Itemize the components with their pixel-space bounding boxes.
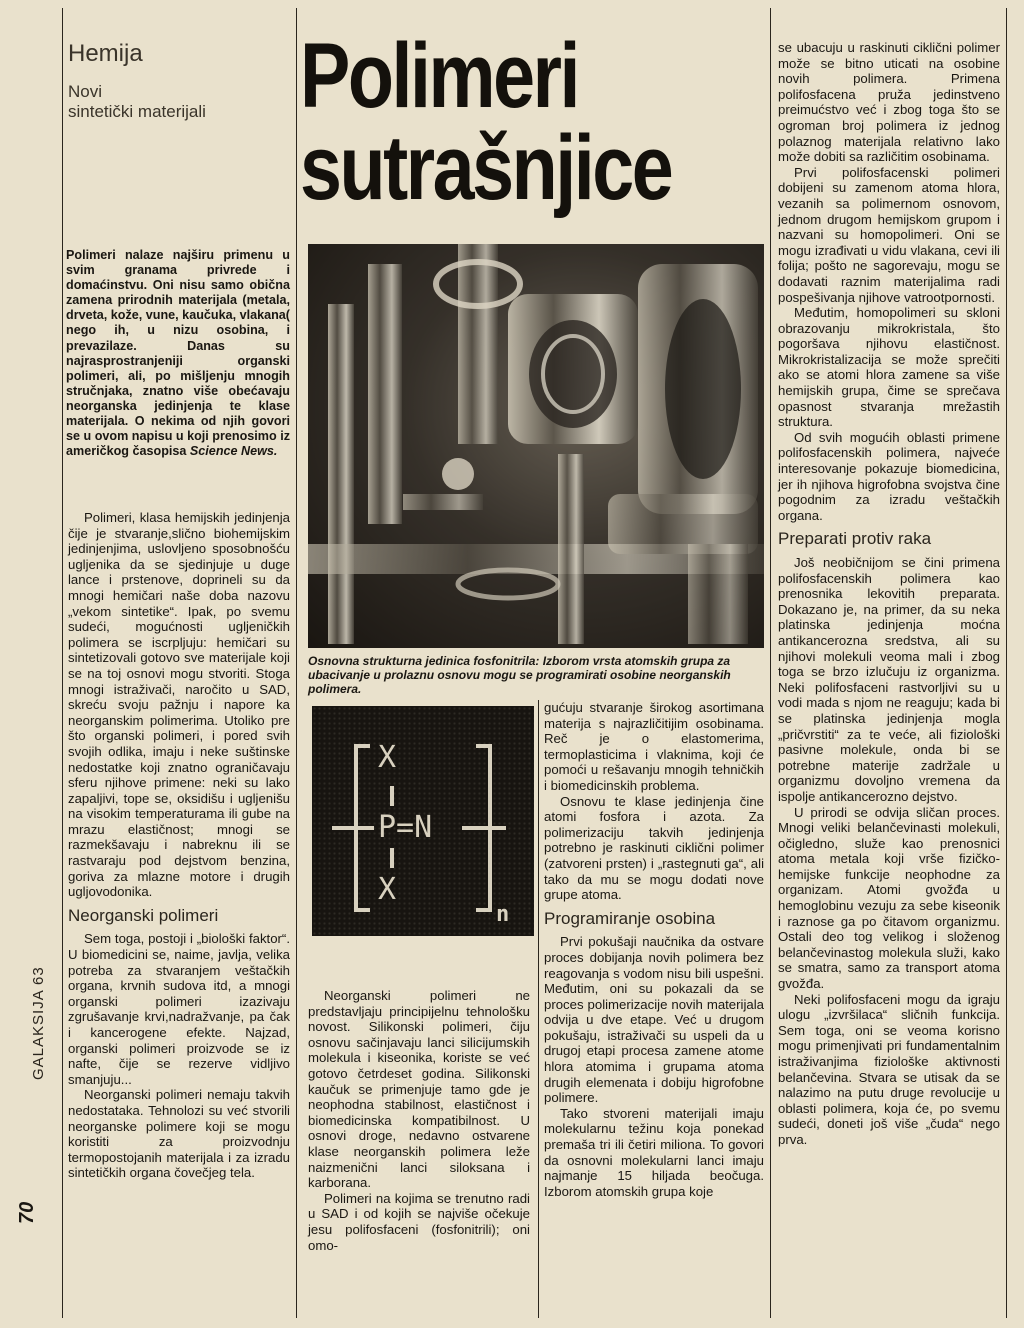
column-rule-2	[770, 8, 771, 1318]
col4-paragraph-3: Međutim, homopolimeri su skloni obrazovanju mikrokristala, što pogoršava njihovu elastičnost. Mikrokristalizacija se može sprečiti ako se atomi hlora zamene sa više hemijskih grupa, čime se sprečava opasnost stvaranja mrežastih struktura.	[778, 305, 1000, 430]
col4-paragraph-2: Prvi polifosfacenski polimeri dobijeni su zamenom atoma hlora, vezanih sa polimernom osnovom, jednom drugom hemijskom grupom i nazvani su homopolimeri. Oni se mogu izrađivati u vidu vlakana, cevi ili folija; pošto ne sagorevaju, mogu se dodavati raznim materijalima radi pospešivanja njihove vatrootpornosti.	[778, 164, 1000, 305]
headline-line-1: Polimeri	[300, 25, 578, 127]
lead-source: Science News.	[189, 444, 278, 459]
headline	[300, 25, 685, 219]
section-label: Hemija	[68, 40, 143, 67]
col1-paragraph-2: Sem toga, postoji i „biološki faktor“. U biomedicini se, naime, javlja, velika potreba za stvaranjem veštačkih organa, krvnih sudova itd, a mnogi organski polimeri izazivaju zgrušavanje krvi,nadražvanje, pa čak i kancerogene efekte. Najzad, organski polimeri proizvode se iz nafte, čije se rezerve vidljivo smanjuju...	[68, 931, 290, 1087]
col4-section-heading: Preparati protiv raka	[778, 529, 932, 549]
col4-paragraph-7: Neki polifosfaceni mogu da igraju ulogu „izvršilaca“ sličnih funkcija. Sem toga, oni se veoma korisno mogu primenjivati pri fundamentalnim istraživanjima fiziološke aktivnosti belančevina. Stvara se utisak da se nalazimo na putu druge revolucije u oblasti polimera, koja će, po svemu sudeći, doneti još više „čuda“ nego prva.	[778, 991, 1000, 1147]
right-margin-rule	[1006, 8, 1007, 1318]
kicker	[68, 40, 206, 122]
col1-paragraph-3: Neorganski polimeri nemaju takvih nedostataka. Tehnolozi su već stvorili neorganske polimere koji se mogu koristiti za proizvodnju termopostojanih materijala i za izradu sintetičkih organa čovečjeg tela.	[68, 1087, 290, 1181]
col1-section-heading: Neorganski polimeri	[68, 905, 219, 925]
subtitle-line-2: sintetički materijali	[68, 102, 206, 121]
headline-line-2: sutrašnjice	[300, 117, 672, 219]
col3-paragraph-4: Tako stvoreni materijali imaju molekularnu težinu koja ponekad premaša tri ili četiri miliona. To govori da osnovni molekularni lanci imaju najmanje 15 hiljada beočuga. Izborom atomskih grupa koje	[544, 1105, 764, 1199]
col4-paragraph-1: se ubacuju u raskinuti ciklični polimer može se bitno uticati na osobine novih polimera. Primena polifosfacena pruža jedinstveno preimućstvo već i zbog toga što se ogroman broj polimera iz jednog polaznog materijala relativno lako može dobiti sa različitim osobinama.	[778, 40, 1000, 165]
lead-text: Polimeri nalaze najširu primenu u svim granama privrede i domaćinstvu. Oni nisu samo obična zamena prirodnih materijala (metala, drveta, kože, vune, kaučuka, vlakana( nego ih, u nizu osobina, i prevazilaze. Danas su najrasprostranjeniji organski polimeri, ali, po mišljenju mnogih stručnjaka, znatno više obećavaju neorganska jedinjenja te klase materijala. O nekima od njih govori se u ovom napisu u koji prenosimo iz američkog časopisa	[66, 248, 290, 459]
col4-paragraph-4: Od svih mogućih oblasti primene polifosfacenskih polimera, najveće interesovanje pokazuje biomedicina, jer ih njihova higrofobna svojstva čine pogodnim za izradu veštačkih organa.	[778, 429, 1000, 523]
left-margin-rule	[62, 8, 63, 1318]
col2-paragraph-2: Polimeri na kojima se trenutno radi u SAD i od kojih se najviše očekuje jesu polifosfaceni (fosfonitrili); oni omo-	[308, 1190, 530, 1253]
subtitle-line-1: Novi	[68, 82, 103, 101]
col3-paragraph-2: Osnovu te klase jedinjenja čine atomi fosfora i azota. Za polimerizaciju takvih jedinjenja potrebno je raskinuti ciklični polimer (zatvoreni prsten) i „rastegnuti ga“, ali tako da mu se mogu dodati nove grupe atoma.	[544, 793, 764, 903]
photo-caption: Osnovna strukturna jedinica fosfonitrila: Izborom vrsta atomskih grupa za ubacivanje u prolaznu osnovu mogu se programirati osobine neorganskih polimera.	[308, 654, 731, 696]
col2-paragraph-1: Neorganski polimeri ne predstavljaju principijelnu tehnološku novost. Silikonski polimeri, čiju osnovu sačinjavaju lanci silicijumskih molekula i kiseonika, koriste se već gotovo četrdeset godina. Silikonski kaučuk se primenjuje tamo gde je neophodna stabilnost, elastičnost i biomedicinska kompatibilnost. U osnovi droge, nedavno ostvarene klase neorganskih polimera leže naizmenični lanci siloksana i karborana.	[308, 988, 530, 1191]
col4-paragraph-5: Još neobičnijom se čini primena polifosfacenskih polimera kao prenosnika lekovitih preparata. Dokazano je, na primer, da su neka platinska jedinjenja moćna antikancerozna sredstva, ali su njihovi molekuli veoma mali i zbog toga se brzo izlučuju iz organizma. Neki polifosfaceni rastvorljivi su u vodi mada s njom ne reaguju; kada bi se platinska jedinjenja mogla „pričvrstiti“ za te veće, ali fiziološki pasivne molekule, onda bi se potrebne materije zadržale u organizmu dovoljno vremena da ispolje antikancerozno dejstvo.	[778, 555, 1000, 804]
formula-subscript: n	[496, 902, 510, 927]
magazine-name: GALAKSIJA 63	[30, 966, 47, 1080]
photo-illustration	[308, 244, 764, 648]
formula-p-n: P=N	[378, 810, 433, 845]
lead-paragraph	[66, 248, 290, 459]
formula-x-top: X	[378, 740, 397, 775]
column-rule-1	[296, 8, 297, 1318]
col3-section-heading: Programiranje osobina	[544, 908, 716, 928]
column-1	[68, 510, 290, 1181]
formula-graphic	[312, 706, 534, 936]
column-2	[308, 988, 530, 1253]
col4-paragraph-6: U prirodi se odvija sličan proces. Mnogi veliki belančevinasti molekuli, očigledno, služe kao prenosnici atoma metala koji vrše fizičko-hemijske funkcije neophodne za organizam. Atomi gvožđa u hemoglobinu vezuju za sebe kiseonik i raznose ga po čitavom organizmu. Ostali deo tog velikog i složenog belančevinastog molekula služi, kako se smatra, samo za transport atoma gvožđa.	[778, 804, 1000, 992]
column-4	[778, 40, 1000, 1148]
formula-x-bottom: X	[378, 872, 397, 907]
column-3	[544, 700, 764, 1199]
photo-glass-apparatus	[308, 244, 764, 648]
col3-paragraph-3: Prvi pokušaji naučnika da ostvare proces dobijanja novih polimera bez reagovanja s vodom nisu bili uspešni. Međutim, oni su pokazali da se proces polimerizacije novih materijala odvija u dve etape. Već u drugom pokušaju, istraživači su uspeli da u drugoj etapi procesa zamene atome hlora atomima i grupama atoma drugih elemenata i dobiju higrofobne polimere.	[544, 934, 764, 1106]
col3-paragraph-1: gućuju stvaranje širokog asortimana materija s najrazličitijim osobinama. Reč je o elastomerima, termoplasticima i vlaknima, koji će pomoći u rešavanju mnogih tehničkih i biomedicinskih problema.	[544, 700, 764, 793]
col1-paragraph-1: Polimeri, klasa hemijskih jedinjenja čije je stvaranje,slično biohemijskim jedinjenjima, uslovljeno sposobnošću ugljenika da se sjedinjuje u duge lance i prstenove, doprineli su da mnogi hemičari naše doba nazovu „vekom sintetike“. Ipak, po svemu sudeći, mogućnosti ugljeničkih polimera se iscrpljuju: hemičari su sintetizovali gotovo sve materijale koji se na toj osnovi mogu stvoriti. Stoga mnogi istraživači, naročito u SAD, skreću svoju pažnju i napore ka neorganskim polimerima. Utoliko pre što organski polimeri, i pored svih svojih odlika, imaju i neke suštinske nedostatke koji znatno ograničavaju sferu njihove primene: neki su lako zapaljivi, tope se, oksidišu i ugljenišu na visokim temperaturama ili gube na mrazu elastičnost; mnogi se razmekšavaju i nabreknu ili se rastvaraju pod dejstvom benzina, goriva za mlazne motore i drugih ugljovodonika.	[68, 510, 290, 900]
page-number: 70	[16, 1201, 38, 1224]
column-rule-3	[538, 700, 539, 1318]
